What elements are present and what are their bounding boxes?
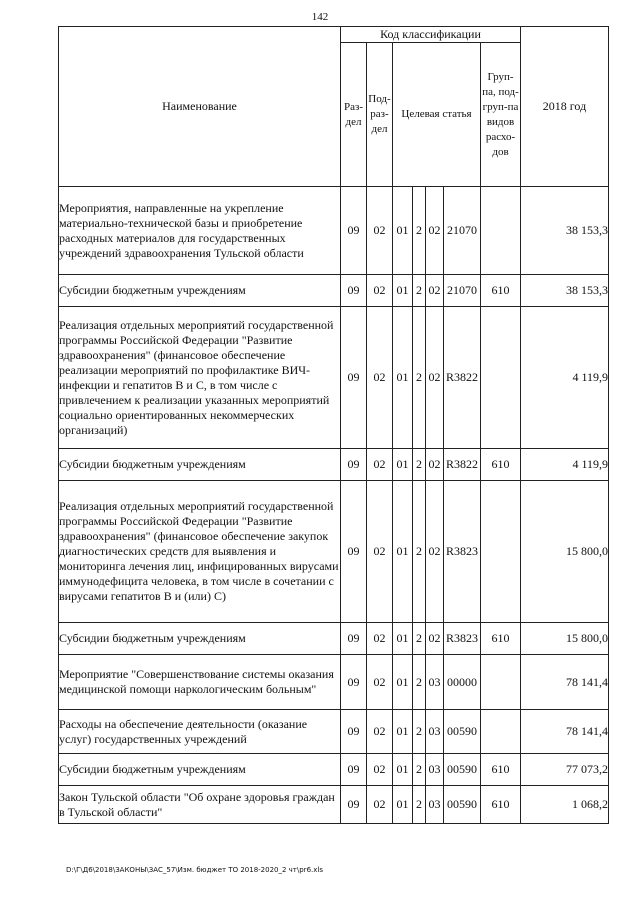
row-target-event: 03: [426, 786, 444, 824]
row-subsection: 02: [367, 275, 393, 307]
row-target-program: 01: [393, 786, 413, 824]
row-name: Мероприятия, направленные на укрепление материально-технической базы и приобретение расходных материалов для государственных учреждений здравоохранения Тульской области: [59, 187, 341, 275]
row-name: Субсидии бюджетным учреждениям: [59, 754, 341, 786]
table-row: [59, 655, 609, 710]
row-subsection: 02: [367, 754, 393, 786]
row-amount: 78 141,4: [521, 655, 609, 710]
row-target-direction: R3822: [444, 449, 481, 481]
row-target-program: 01: [393, 754, 413, 786]
row-target-event: 02: [426, 623, 444, 655]
header-subsection: Под-раз-дел: [367, 43, 393, 187]
row-target-program: 01: [393, 655, 413, 710]
row-amount: 4 119,9: [521, 449, 609, 481]
row-section: 09: [341, 307, 367, 449]
row-target-direction: 21070: [444, 187, 481, 275]
page-number: 142: [311, 11, 329, 23]
row-section: 09: [341, 710, 367, 754]
table-row: [59, 754, 609, 786]
row-amount: 38 153,3: [521, 275, 609, 307]
row-target-program: 01: [393, 187, 413, 275]
row-section: 09: [341, 481, 367, 623]
row-target-direction: 00590: [444, 786, 481, 824]
row-expense-group: 610: [481, 275, 521, 307]
table-row: [59, 710, 609, 754]
row-section: 09: [341, 786, 367, 824]
row-name: Субсидии бюджетным учреждениям: [59, 449, 341, 481]
header-year: 2018 год: [521, 27, 609, 187]
row-target-direction: R3823: [444, 481, 481, 623]
row-target-event: 02: [426, 187, 444, 275]
row-target-program: 01: [393, 275, 413, 307]
row-name: Закон Тульской области "Об охране здоровья граждан в Тульской области": [59, 786, 341, 824]
row-amount: 15 800,0: [521, 623, 609, 655]
row-section: 09: [341, 623, 367, 655]
row-amount: 77 073,2: [521, 754, 609, 786]
row-target-type: 2: [413, 449, 426, 481]
row-name: Реализация отдельных мероприятий государственной программы Российской Федерации "Развитие здравоохранения" (финансовое обеспечение закупок диагностических средств для выявления и мониторинга лечения лиц, инфицированных вирусами иммунодефицита человека, в том числе в сочетании с вирусами гепатитов В и (или) С): [59, 481, 341, 623]
row-name: Субсидии бюджетным учреждениям: [59, 623, 341, 655]
row-section: 09: [341, 275, 367, 307]
row-target-event: 02: [426, 307, 444, 449]
header-group: Груп-па, под-груп-па видов расхо-дов: [481, 43, 521, 187]
table-row: [59, 187, 609, 275]
header-target: Целевая статья: [393, 43, 481, 187]
row-target-program: 01: [393, 307, 413, 449]
row-subsection: 02: [367, 710, 393, 754]
row-target-program: 01: [393, 710, 413, 754]
row-subsection: 02: [367, 187, 393, 275]
row-expense-group: [481, 655, 521, 710]
row-name: Субсидии бюджетным учреждениям: [59, 275, 341, 307]
row-target-event: 03: [426, 754, 444, 786]
row-subsection: 02: [367, 481, 393, 623]
row-target-program: 01: [393, 481, 413, 623]
row-target-type: 2: [413, 307, 426, 449]
row-target-type: 2: [413, 710, 426, 754]
row-subsection: 02: [367, 623, 393, 655]
row-target-direction: R3822: [444, 307, 481, 449]
row-amount: 78 141,4: [521, 710, 609, 754]
row-name: Реализация отдельных мероприятий государственной программы Российской Федерации "Развитие здравоохранения" (финансовое обеспечение реализации мероприятий по профилактике ВИЧ-инфекции и гепатитов В и С, в том числе с привлечением к реализации указанных мероприятий социально ориентированных некоммерческих организаций): [59, 307, 341, 449]
budget-table: [58, 26, 609, 824]
row-target-event: 02: [426, 481, 444, 623]
row-target-event: 03: [426, 655, 444, 710]
row-target-type: 2: [413, 754, 426, 786]
row-target-direction: 00000: [444, 655, 481, 710]
row-amount: 4 119,9: [521, 307, 609, 449]
header-name: Наименование: [59, 27, 341, 187]
row-expense-group: 610: [481, 449, 521, 481]
row-subsection: 02: [367, 307, 393, 449]
row-subsection: 02: [367, 449, 393, 481]
row-section: 09: [341, 655, 367, 710]
row-target-event: 02: [426, 449, 444, 481]
row-target-program: 01: [393, 449, 413, 481]
row-amount: 15 800,0: [521, 481, 609, 623]
row-expense-group: 610: [481, 786, 521, 824]
row-expense-group: 610: [481, 754, 521, 786]
header-code: Код классификации: [341, 27, 521, 43]
footer-file-path: D:\Г\Д6\2018\ЗАКОНЫ\ЗАС_57\Изм. бюджет ТО 2018-2020_2 чт\pr6.xls: [66, 866, 323, 874]
row-target-event: 02: [426, 275, 444, 307]
row-expense-group: [481, 187, 521, 275]
row-name: Расходы на обеспечение деятельности (оказание услуг) государственных учреждений: [59, 710, 341, 754]
table-row: [59, 786, 609, 824]
table-row: [59, 307, 609, 449]
table-row: [59, 275, 609, 307]
table-row: [59, 449, 609, 481]
row-target-type: 2: [413, 275, 426, 307]
table-row: [59, 481, 609, 623]
row-expense-group: 610: [481, 623, 521, 655]
row-name: Мероприятие "Совершенствование системы оказания медицинской помощи наркологическим больным": [59, 655, 341, 710]
row-subsection: 02: [367, 786, 393, 824]
table-row: [59, 623, 609, 655]
row-target-direction: 21070: [444, 275, 481, 307]
row-target-type: 2: [413, 187, 426, 275]
row-section: 09: [341, 754, 367, 786]
row-target-event: 03: [426, 710, 444, 754]
row-subsection: 02: [367, 655, 393, 710]
row-target-type: 2: [413, 623, 426, 655]
header-section: Раз-дел: [341, 43, 367, 187]
row-amount: 1 068,2: [521, 786, 609, 824]
row-target-program: 01: [393, 623, 413, 655]
row-amount: 38 153,3: [521, 187, 609, 275]
row-expense-group: [481, 481, 521, 623]
row-expense-group: [481, 710, 521, 754]
row-section: 09: [341, 187, 367, 275]
row-target-direction: R3823: [444, 623, 481, 655]
row-section: 09: [341, 449, 367, 481]
row-target-direction: 00590: [444, 710, 481, 754]
row-target-direction: 00590: [444, 754, 481, 786]
row-target-type: 2: [413, 655, 426, 710]
row-target-type: 2: [413, 481, 426, 623]
row-target-type: 2: [413, 786, 426, 824]
row-expense-group: [481, 307, 521, 449]
